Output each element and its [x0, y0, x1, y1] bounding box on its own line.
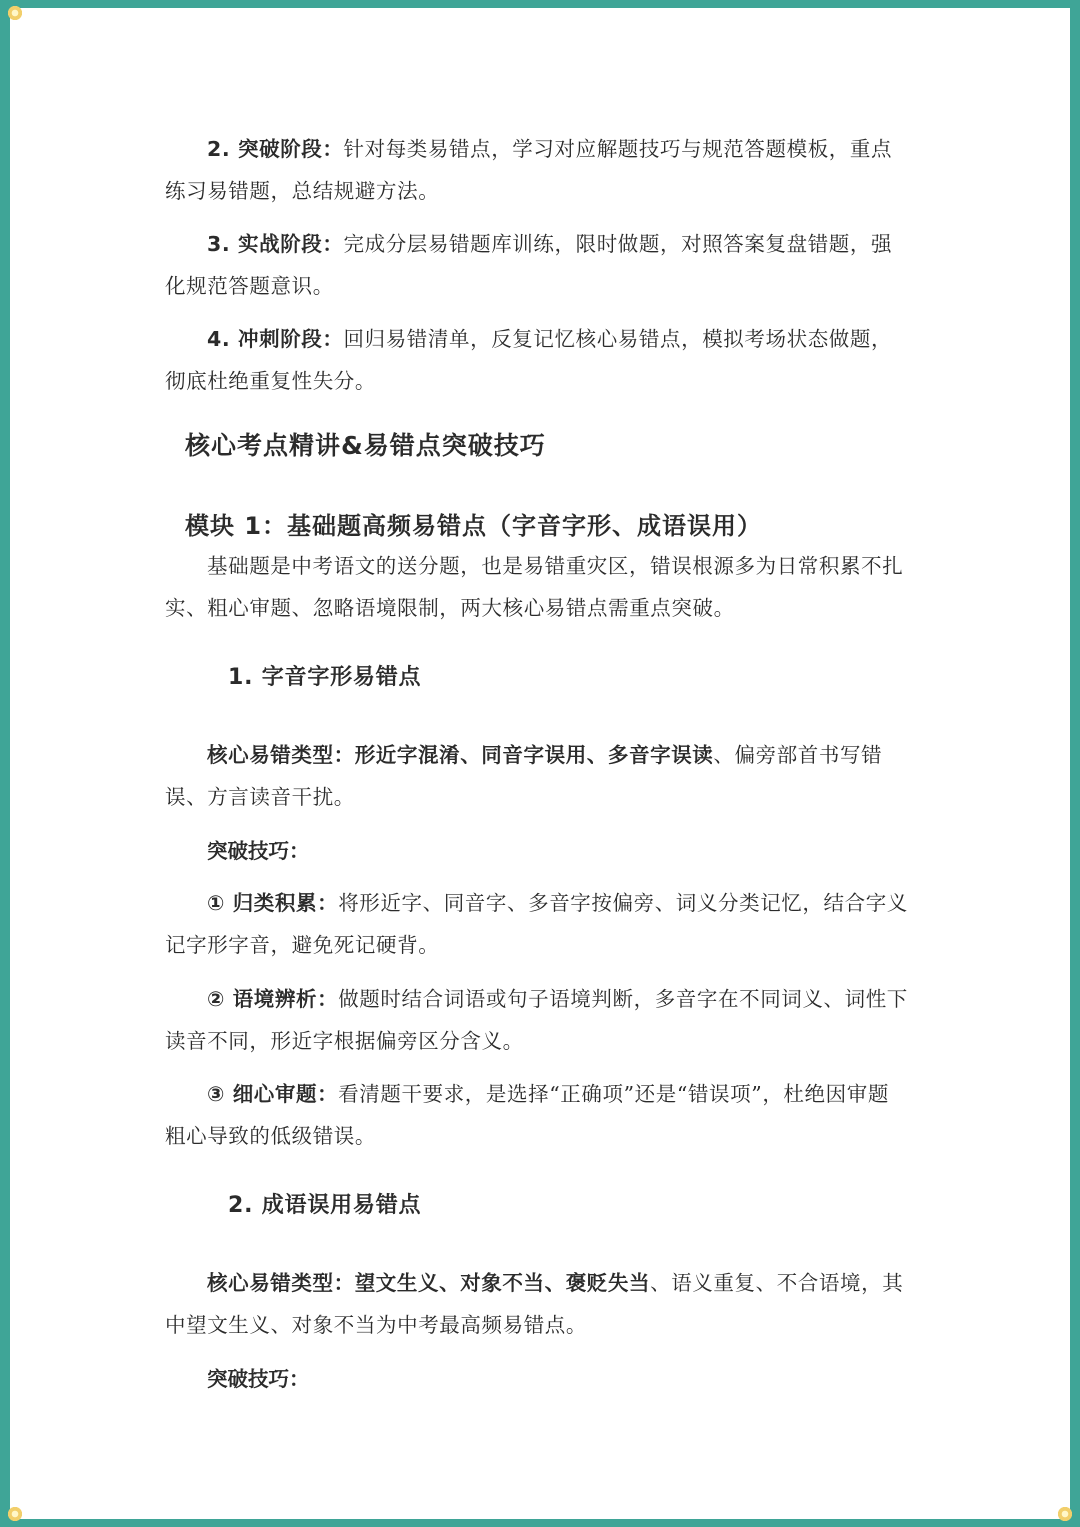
stage-paragraph: [165, 128, 910, 212]
stage-label: 2. 突破阶段：: [207, 137, 344, 161]
corner-ornament: [7, 5, 23, 21]
module-intro: 基础题是中考语文的送分题，也是易错重灾区，错误根源多为日常积累不扎实、粗心审题、忽略语境限制，两大核心易错点需重点突破。: [165, 554, 904, 620]
error-types-key: 形近字混淆、同音字误用、多音字误读: [354, 743, 714, 767]
corner-ornament: [1057, 1506, 1073, 1522]
error-types-rest: 、语义重复、不合语境，其中望文生义、对象不当为中考最高频易错点。: [165, 1271, 904, 1337]
stage-text: 完成分层易错题库训练，限时做题，对照答案复盘错题，强化规范答题意识。: [165, 232, 893, 298]
tip-paragraph: [165, 978, 910, 1062]
tip-text: 看清题干要求，是选择“正确项”还是“错误项”，杜绝因审题粗心导致的低级错误。: [165, 1082, 889, 1148]
stage-text: 回归易错清单，反复记忆核心易错点，模拟考场状态做题，彻底杜绝重复性失分。: [165, 327, 893, 393]
stage-label: 3. 实战阶段：: [207, 232, 344, 256]
error-types-label: 核心易错类型：: [207, 1271, 355, 1295]
error-types-paragraph: [165, 1262, 910, 1346]
module-title: 模块 1：基础题高频易错点（字音字形、成语误用）: [185, 512, 763, 540]
tips-label: 突破技巧：: [207, 1367, 310, 1391]
document-page: [10, 8, 1070, 1519]
subsection-title: 1. 字音字形易错点: [228, 665, 422, 690]
tip-paragraph: [165, 882, 910, 966]
error-types-rest: 、偏旁部首书写错误、方言读音干扰。: [165, 743, 883, 809]
error-types-key: 望文生义、对象不当、褒贬失当: [354, 1271, 651, 1295]
error-types-label: 核心易错类型：: [207, 743, 355, 767]
tip-label: ③ 细心审题：: [207, 1082, 339, 1106]
subsection-title: 2. 成语误用易错点: [228, 1193, 422, 1218]
tip-text: 将形近字、同音字、多音字按偏旁、词义分类记忆，结合字义记字形字音，避免死记硬背。: [165, 891, 908, 957]
corner-ornament: [7, 1506, 23, 1522]
tips-label: 突破技巧：: [207, 839, 310, 863]
tip-paragraph: [165, 1073, 910, 1157]
stage-label: 4. 冲刺阶段：: [207, 327, 344, 351]
error-types-paragraph: [165, 734, 910, 818]
tip-label: ② 语境辨析：: [207, 987, 339, 1011]
tip-text: 做题时结合词语或句子语境判断，多音字在不同词义、词性下读音不同，形近字根据偏旁区分含义。: [165, 987, 908, 1053]
stage-text: 针对每类易错点，学习对应解题技巧与规范答题模板，重点练习易错题，总结规避方法。: [165, 137, 893, 203]
stage-paragraph: [165, 318, 910, 402]
section-title: 核心考点精讲&易错点突破技巧: [185, 431, 546, 460]
stage-paragraph: [165, 223, 910, 307]
tip-label: ① 归类积累：: [207, 891, 339, 915]
